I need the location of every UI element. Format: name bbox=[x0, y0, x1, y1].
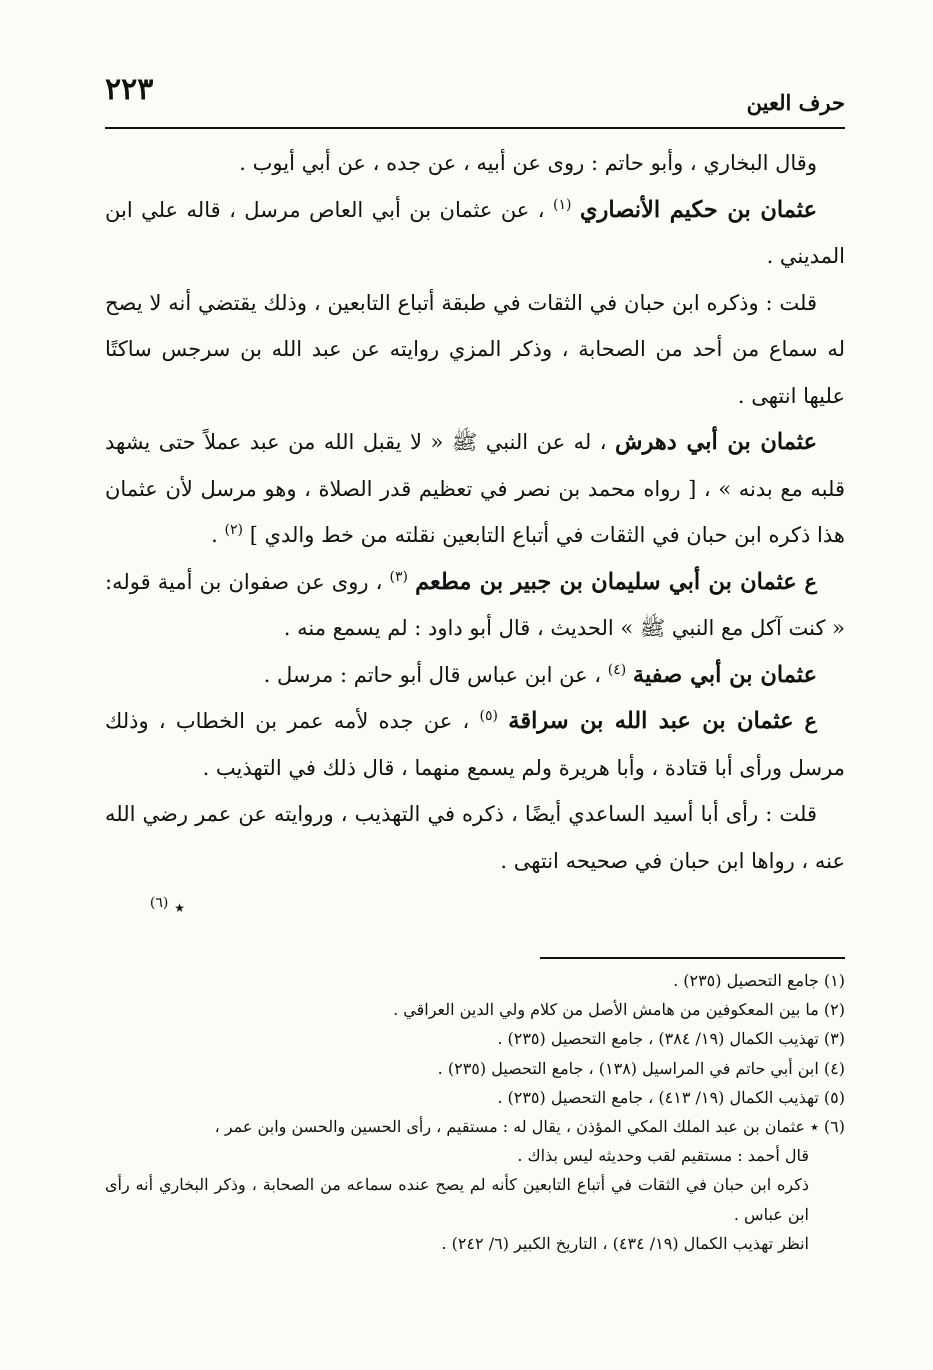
footnote-3: (٣) تهذيب الكمال (١٩/ ٣٨٤) ، جامع التحصيل (٢٣٥) . bbox=[497, 1029, 845, 1049]
main-text bbox=[105, 140, 845, 933]
entry-uthman-ibn-abdullah-ibn-suraqa bbox=[105, 698, 845, 791]
page-header bbox=[105, 72, 845, 124]
footnote-6-line-3: ذكره ابن حبان في الثقات في أتباع التابعين كأنه لم يصح عنده سماعه من الصحابة ، وذكر البخاري أنه رأى ابن عباس . bbox=[105, 1175, 810, 1224]
end-marker bbox=[105, 884, 845, 933]
entry-name: عثمان بن عبد الله بن سراقة bbox=[508, 708, 794, 734]
footnote-6: (٦) ٭ عثمان بن عبد الملك المكي المؤذن ، يقال له : مستقيم ، رأى الحسين والحسن وابن عمر ، bbox=[214, 1117, 845, 1137]
entry-name: عثمان بن أبي سليمان بن جبير بن مطعم bbox=[415, 568, 797, 595]
footnote-ref-3[interactable]: (٣) bbox=[389, 568, 408, 585]
entry-name: عثمان بن حكيم الأنصاري bbox=[579, 196, 817, 223]
header-rule bbox=[105, 127, 845, 129]
footnote-ref-6[interactable]: (٦) bbox=[149, 895, 169, 911]
rumuz-symbol: ع bbox=[793, 708, 817, 733]
entry-uthman-ibn-abi-dahrash bbox=[105, 419, 845, 559]
footnote-5: (٥) تهذيب الكمال (١٩/ ٤١٣) ، جامع التحصيل (٢٣٥) . bbox=[497, 1087, 845, 1107]
star-icon: ٭ bbox=[174, 895, 185, 919]
entry-text: ، له عن النبي ﷺ « لا يقبل الله من عبد عملاً حتى يشهد قلبه مع بدنه » ، [ رواه محمد بن نصر في تعظيم قدر الصلاة ، وهو مرسل لأن عثمان هذا ذكره ابن حبان في الثقات في أتباع التابعين نقلته من خط والدي ] bbox=[105, 430, 845, 547]
footnote-rule bbox=[540, 957, 845, 959]
footnote-ref-5[interactable]: (٥) bbox=[479, 708, 499, 724]
entry-text: ، روى عن صفوان بن أمية قوله: « كنت آكل مع النبي ﷺ » الحديث ، قال أبو داود : لم يسمع منه . bbox=[105, 569, 845, 640]
running-title: حرف العين bbox=[746, 90, 845, 115]
entry-uthman-ibn-abi-safiyya bbox=[105, 652, 845, 699]
footnote-4: (٤) ابن أبي حاتم في المراسيل (١٣٨) ، جامع التحصيل (٢٣٥) . bbox=[437, 1058, 845, 1078]
entry-uthman-ibn-hakim bbox=[105, 187, 845, 280]
paragraph-qultu-1: قلت : وذكره ابن حبان في الثقات في طبقة أتباع التابعين ، وذلك يقتضي أنه لا يصح له سماع من أحد من الصحابة ، وذكر المزي روايته عن عبد الله بن سرجس ساكتًا عليها انتهى . bbox=[105, 290, 845, 408]
footnote-1: (١) جامع التحصيل (٢٣٥) . bbox=[673, 971, 845, 990]
entry-text: ، عن جده لأمه عمر بن الخطاب ، وذلك مرسل ورأى أبا قتادة ، وأبا هريرة ولم يسمع منهما ، قال ذلك في التهذيب . bbox=[105, 709, 845, 780]
footnote-6-line-4: انظر تهذيب الكمال (١٩/ ٤٣٤) ، التاريخ الكبير (٦/ ٢٤٢) . bbox=[441, 1233, 809, 1253]
footnote-ref-4[interactable]: (٤) bbox=[607, 661, 627, 678]
paragraph-1: وقال البخاري ، وأبو حاتم : روى عن أبيه ، عن جده ، عن أبي أيوب . bbox=[239, 151, 817, 175]
footnote-2: (٢) ما بين المعكوفين من هامش الأصل من كلام ولي الدين العراقي . bbox=[393, 1000, 845, 1020]
entry-name: عثمان بن أبي صفية bbox=[632, 661, 817, 688]
entry-name: عثمان بن أبي دهرش bbox=[615, 429, 818, 455]
entry-uthman-ibn-abi-sulayman bbox=[105, 559, 845, 652]
footnote-ref-1[interactable]: (١) bbox=[553, 196, 572, 213]
page-number: ٢٢٣ bbox=[105, 72, 154, 107]
entry-end: . bbox=[211, 523, 225, 547]
footnotes bbox=[105, 966, 845, 1258]
rumuz-symbol: ع bbox=[796, 568, 817, 594]
paragraph-qultu-2: قلت : رأى أبا أسيد الساعدي أيضًا ، ذكره في التهذيب ، وروايته عن عمر رضي الله عنه ، رواها ابن حبان في صحيحه انتهى . bbox=[105, 802, 845, 873]
entry-text: ، عن ابن عباس قال أبو حاتم : مرسل . bbox=[263, 662, 608, 687]
footnote-ref-2[interactable]: (٢) bbox=[224, 522, 243, 538]
entry-text: ، عن عثمان بن أبي العاص مرسل ، قاله علي ابن المديني . bbox=[105, 197, 845, 268]
footnote-6-line-2: قال أحمد : مستقيم لقب وحديثه ليس بذاك . bbox=[517, 1146, 809, 1166]
